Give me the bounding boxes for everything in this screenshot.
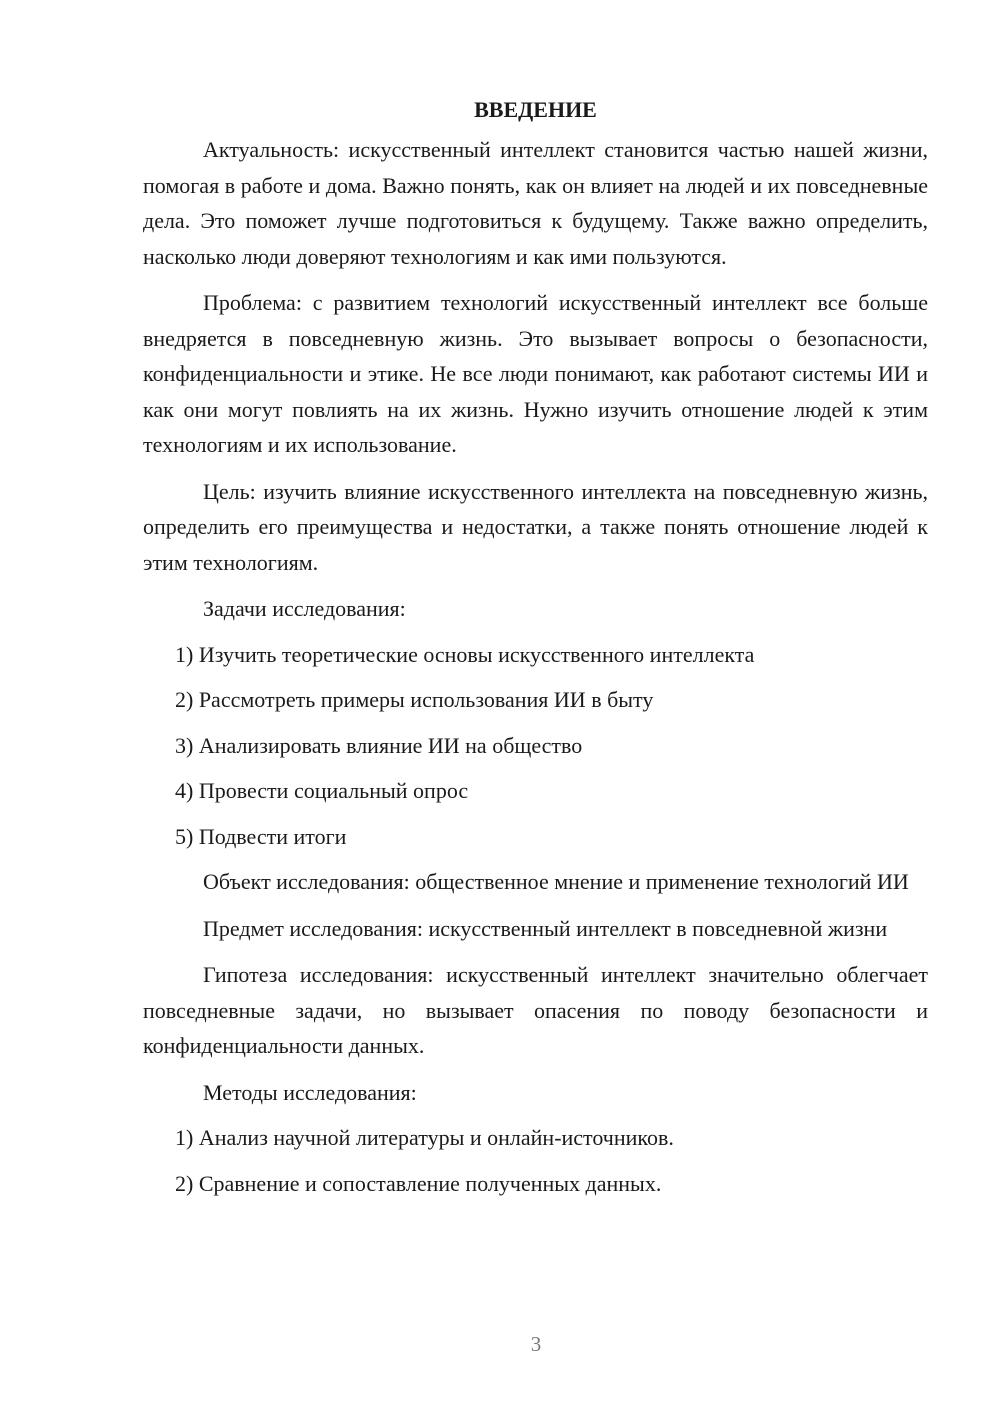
task-item-2: 2) Рассмотреть примеры использования ИИ в быту	[175, 687, 654, 712]
hypothesis-paragraph: Гипотеза исследования: искусственный интеллект значительно облегчает повседневные задачи, но вызывает опасения по поводу безопасности и конфиденциальности данных.	[143, 962, 928, 1058]
method-item-2: 2) Сравнение и сопоставление полученных данных.	[175, 1170, 662, 1196]
method-item-1: 1) Анализ научной литературы и онлайн-источников.	[175, 1125, 674, 1150]
task-item-1: 1) Изучить теоретические основы искусственного интеллекта	[175, 641, 755, 667]
document-page	[143, 88, 928, 1211]
problem-paragraph: Проблема: с развитием технологий искусственный интеллект все больше внедряется в повседневную жизнь. Это вызывает вопросы о безопасности, конфиденциальности и этике. Не все люди понимают, как работают системы ИИ и как они могут повлиять на их жизнь. Нужно изучить отношение людей к этим технологиям и их использование.	[143, 290, 928, 457]
subject-paragraph: Предмет исследования: искусственный интеллект в повседневной жизни	[203, 915, 888, 941]
relevance-paragraph: Актуальность: искусственный интеллект становится частью нашей жизни, помогая в работе и дома. Важно понять, как он влияет на людей и их повседневные дела. Это поможет лучше подготовиться к будущему. Также важно определить, насколько люди доверяют технологиям и как ими пользуются.	[143, 137, 928, 269]
task-item-4: 4) Провести социальный опрос	[175, 778, 469, 803]
goal-paragraph: Цель: изучить влияние искусственного интеллекта на повседневную жизнь, определить его преимущества и недостатки, а также понять отношение людей к этим технологиям.	[143, 478, 928, 575]
section-heading: ВВЕДЕНИЕ	[474, 97, 597, 122]
tasks-title: Задачи исследования:	[203, 596, 406, 621]
task-item-3: 3) Анализировать влияние ИИ на общество	[175, 732, 583, 758]
page-number: 3	[530, 1332, 542, 1356]
task-item-5: 5) Подвести итоги	[175, 823, 347, 849]
object-paragraph: Объект исследования: общественное мнение и применение технологий ИИ	[203, 869, 909, 894]
methods-title: Методы исследования:	[203, 1079, 417, 1105]
